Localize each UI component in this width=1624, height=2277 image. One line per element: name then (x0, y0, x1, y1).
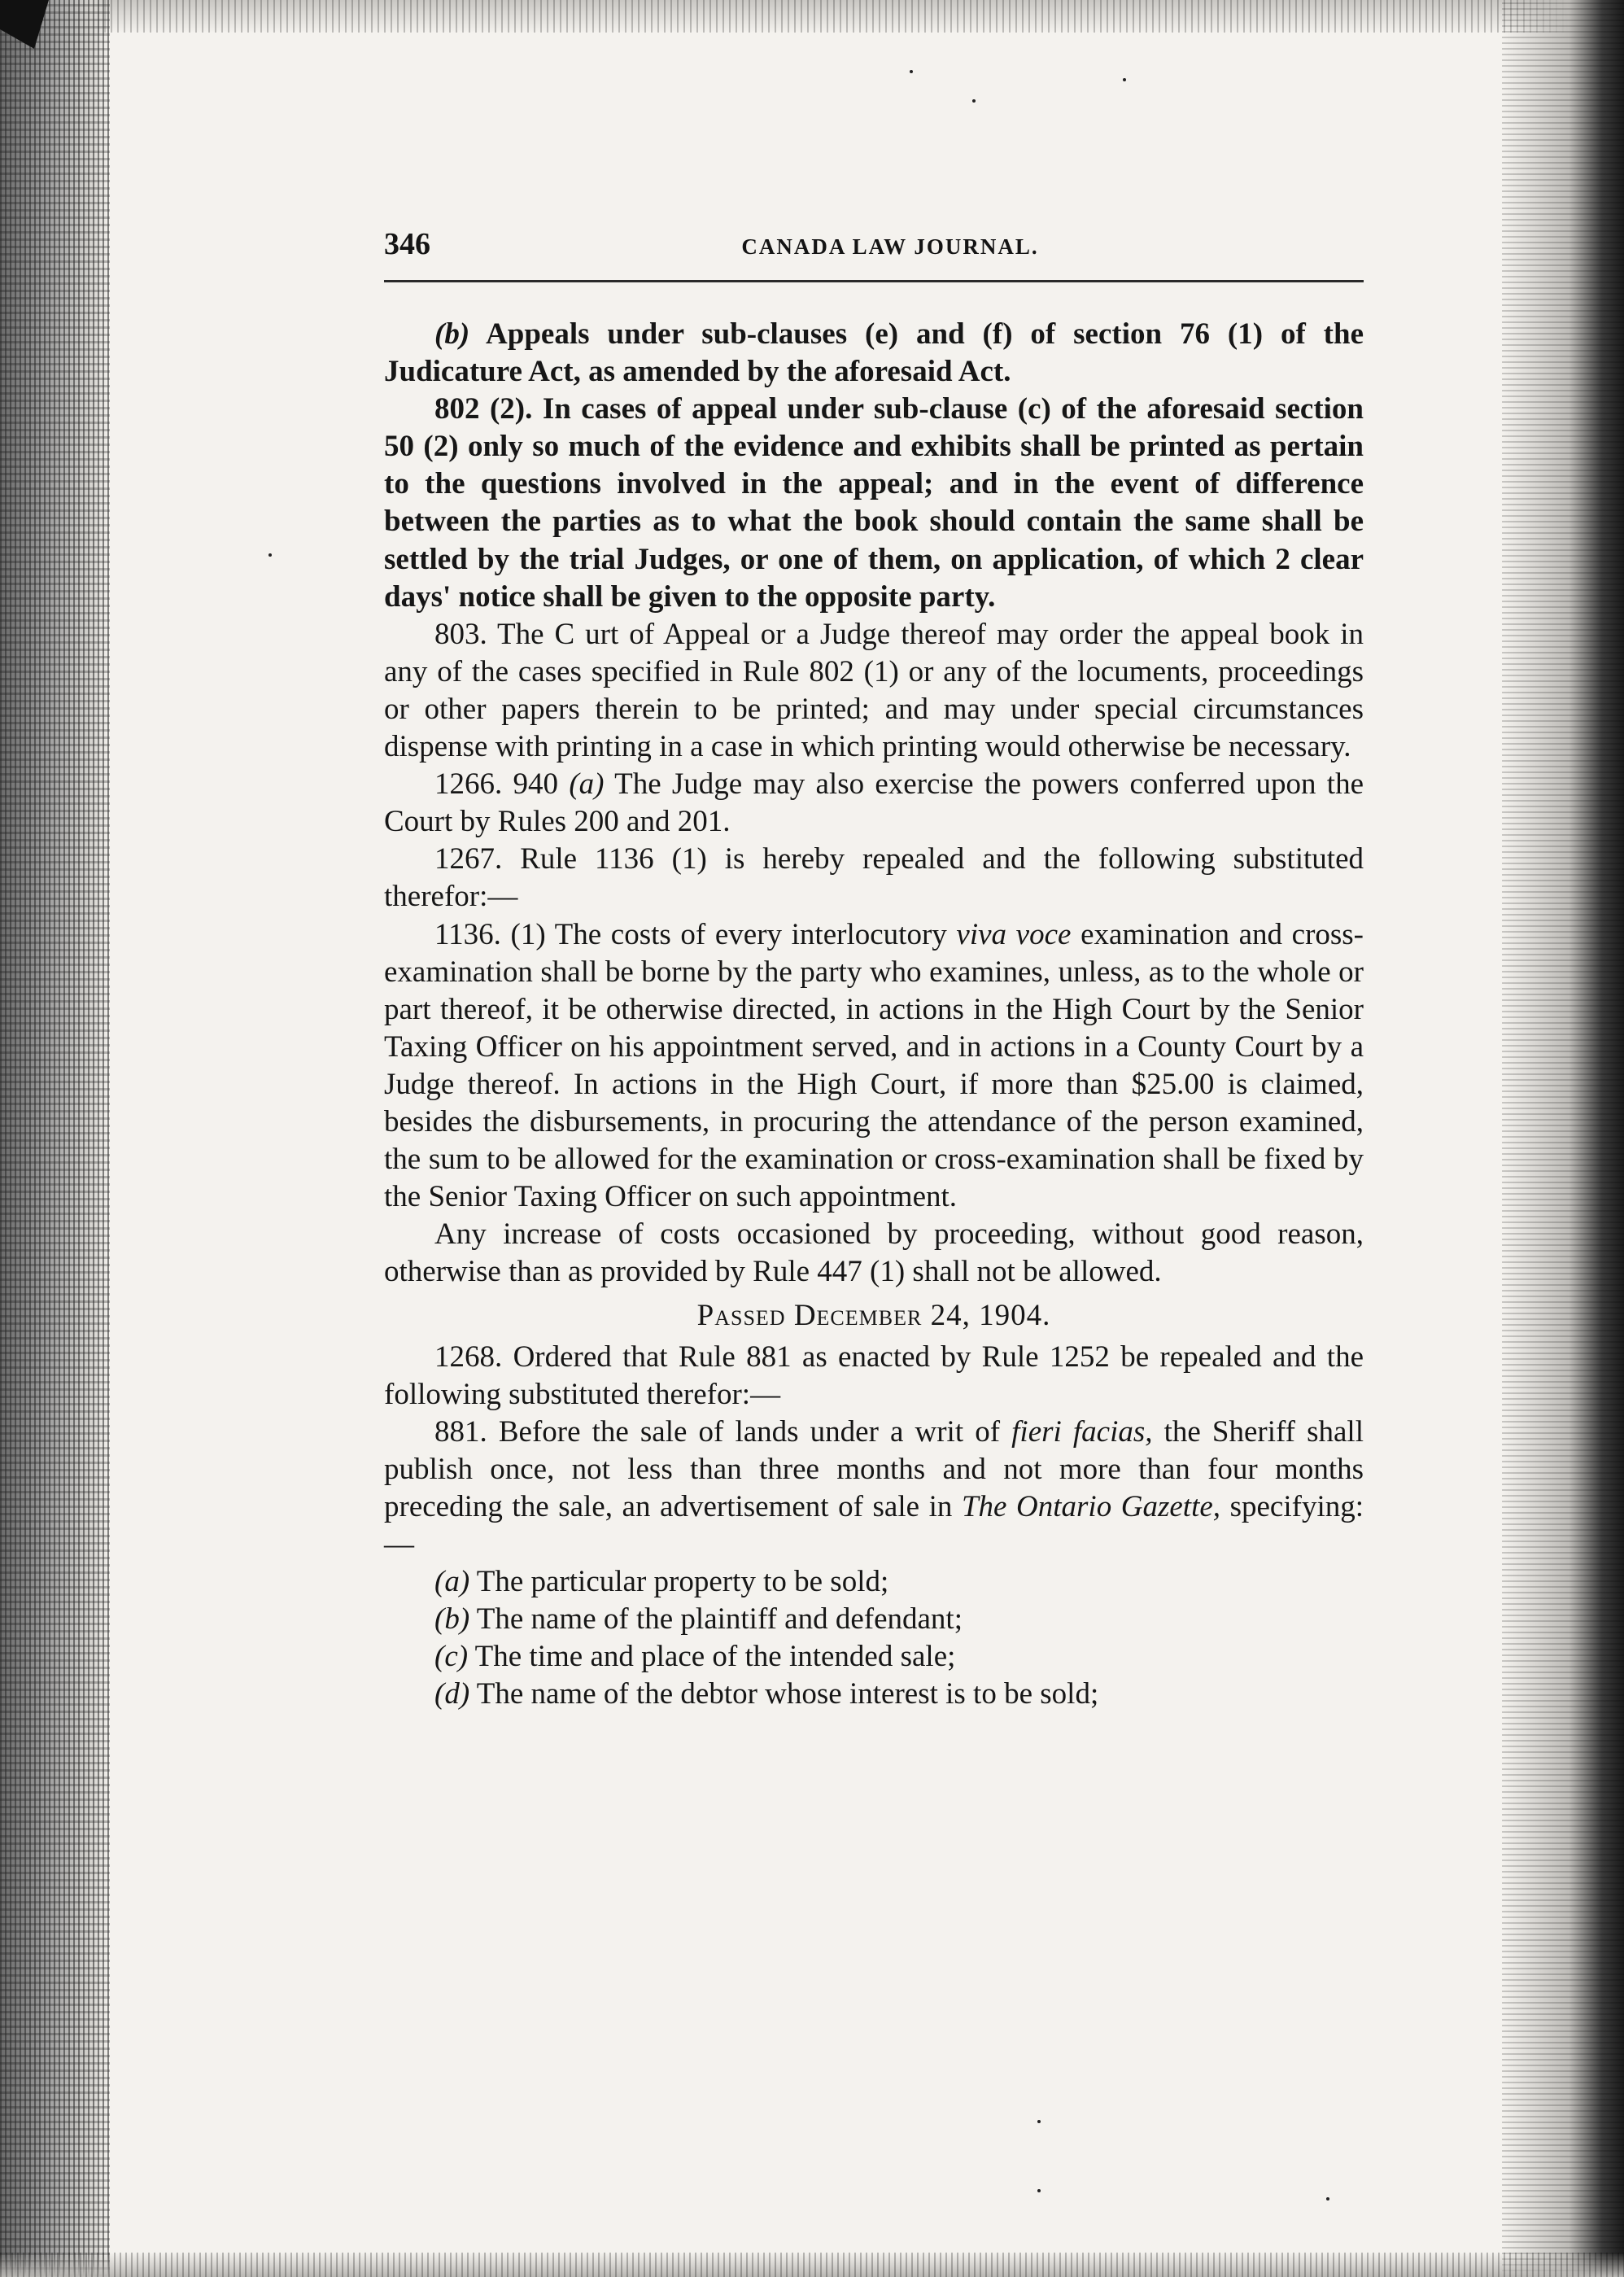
paragraph-rule-802-2 (384, 391, 1364, 616)
section-heading: Passed December 24, 1904. (696, 1299, 1051, 1333)
list-item (384, 1563, 1364, 1601)
list-item (384, 1676, 1364, 1713)
list-marker: (b) (434, 1602, 470, 1637)
scan-edge-right (1502, 0, 1624, 2277)
paragraph-costs-increase (384, 1216, 1364, 1291)
paragraph-text: The Judge may also exercise the powers conferred upon the Court by Rules 200 and 201. (384, 767, 1364, 839)
paragraph-text: 1136. (1) The costs of every interlocutory (434, 917, 957, 951)
list-marker: (a) (434, 1565, 470, 1599)
paragraph-text: specifying:— (384, 1489, 1364, 1561)
paragraph-text: the Sheriff shall publish once, not less than three months and not more than four months preceding the sale, an advertisement of sale in (384, 1414, 1364, 1523)
page-number: 346 (384, 227, 430, 261)
paragraph-rule-1268 (384, 1339, 1364, 1414)
list-item-text: The time and place of the intended sale; (468, 1640, 956, 1674)
paragraph-text: Appeals under sub-clauses (e) and (f) of section 76 (1) of the Judicature Act, as amended by the aforesaid Act. (384, 317, 1364, 389)
paragraph-text: 1267. Rule 1136 (1) is hereby repealed and the following substituted therefor:— (384, 842, 1364, 914)
list-item (384, 1601, 1364, 1638)
running-title: CANADA LAW JOURNAL. (741, 234, 1039, 259)
list-item (384, 1638, 1364, 1676)
paragraph-appeals (384, 316, 1364, 391)
paragraph-text: 803. The C urt of Appeal or a Judge thereof may order the appeal book in any of the cases specified in Rule 802 (1) or any of the locuments, proceedings or other papers therein to be printed; and may under special circumstances dispense with printing in a case in which printing would otherwise be necessary. (384, 617, 1364, 764)
italic-term: The Ontario Gazette, (961, 1489, 1221, 1523)
header-rule (384, 280, 1364, 282)
paragraph-rule-1266 (384, 766, 1364, 841)
clause-marker: (a) (569, 767, 605, 802)
list-marker: (c) (434, 1640, 469, 1674)
paragraph-rule-881 (384, 1414, 1364, 1563)
paragraph-text: 802 (2). In cases of appeal under sub-clause (c) of the aforesaid section 50 (2) only so much of the evidence and exhibits shall be printed as pertain to the questions involved in the appeal; and in the event of difference between the parties as to what the book should contain the same shall be settled by the trial Judges, or one of them, on application, of which 2 clear days' notice shall be given to the opposite party. (384, 392, 1364, 614)
paragraph-text: 1268. Ordered that Rule 881 as enacted by Rule 1252 be repealed and the following substituted therefor:— (384, 1340, 1364, 1411)
paragraph-rule-803 (384, 616, 1364, 766)
scan-edge-left (0, 0, 110, 2277)
page-header (384, 220, 1364, 285)
paragraph-text: examination and cross-examination shall be borne by the party who examines, unless, as to the whole or part thereof, it be otherwise directed, in actions in the High Court by the Senior Taxing Officer on his appointment served, and in actions in a County Court by a Judge thereof. In actions in the High Court, if more than $25.00 is claimed, besides the disbursements, in procuring the attendance of the person examined, the sum to be allowed for the examination or cross-examination shall be fixed by the Senior Taxing Officer on such appointment. (384, 917, 1364, 1214)
scan-edge-top (0, 0, 1624, 33)
italic-term: fieri facias, (1011, 1414, 1153, 1449)
list-item-text: The particular property to be sold; (469, 1565, 889, 1599)
list-item-text: The name of the plaintiff and defendant; (469, 1602, 963, 1637)
paragraph-text: 1266. 940 (434, 767, 570, 802)
scan-edge-bottom (0, 2253, 1624, 2277)
body-text (384, 316, 1364, 1713)
italic-term: viva voce (956, 917, 1072, 951)
list-item-text: The name of the debtor whose interest is to be sold; (469, 1677, 1099, 1711)
list-marker: (d) (434, 1677, 470, 1711)
paragraph-rule-1267 (384, 841, 1364, 916)
paragraph-text: 881. Before the sale of lands under a writ of (434, 1414, 1012, 1449)
clause-marker: (b) (434, 317, 470, 351)
paragraph-rule-1136 (384, 916, 1364, 1217)
paragraph-text: Any increase of costs occasioned by proceeding, without good reason, otherwise than as provided by Rule 447 (1) shall not be allowed. (384, 1217, 1364, 1289)
